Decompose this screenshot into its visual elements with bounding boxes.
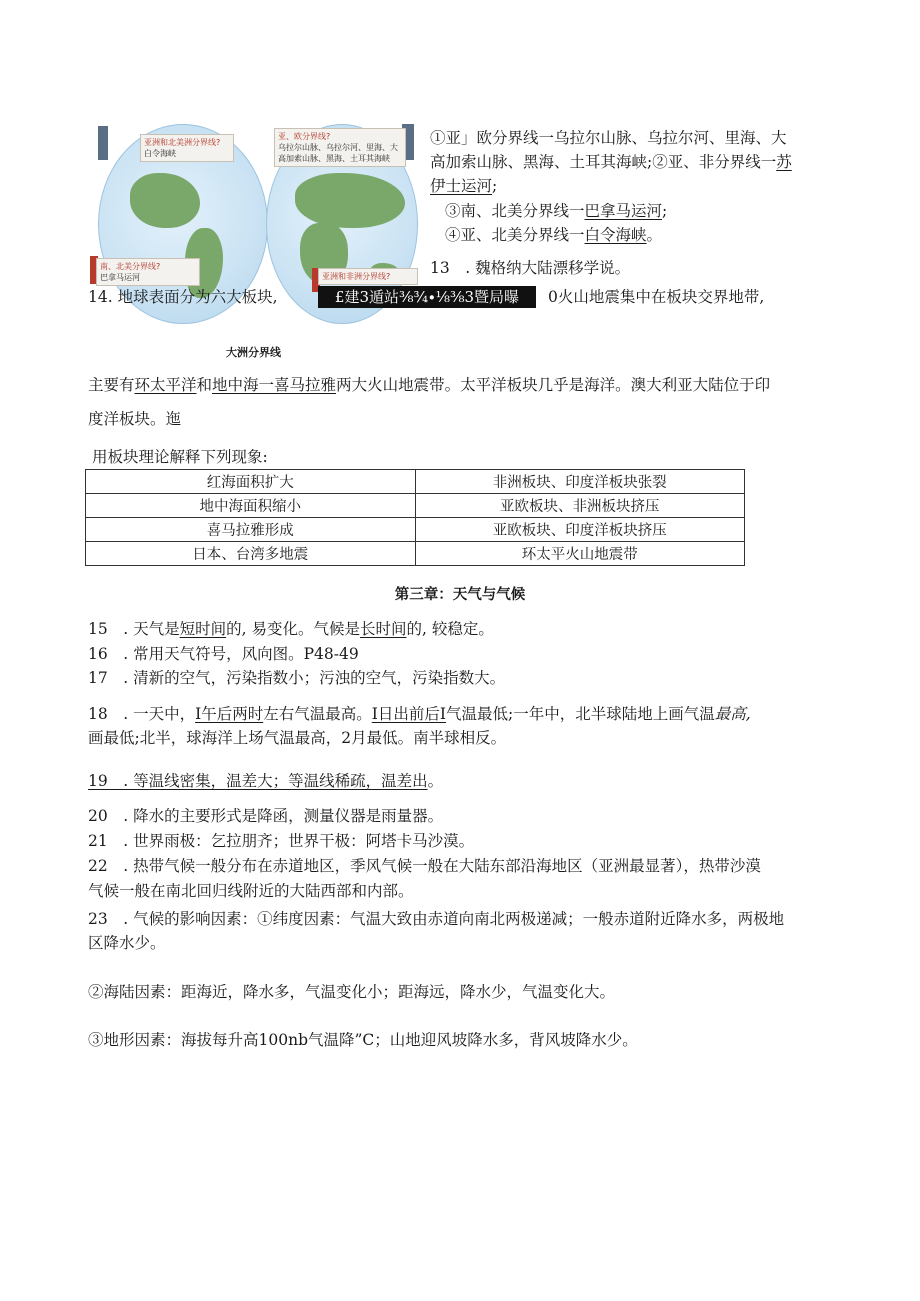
item-14-line-2-c: 和 [196,376,213,394]
afternoon-two: I午后两时 [195,705,264,723]
boundary-line-4 [445,200,667,222]
suez-part-2: 伊士运河 [430,177,493,195]
item-14-line-3: 度洋板块。迤 [88,410,182,428]
map-caption: 大洲分界线 [226,346,281,359]
item-22-line-2: 气候一般在南北回归线附近的大陆西部和内部。 [88,882,414,900]
plate-theory-table [85,469,745,566]
table-row [86,542,745,566]
callout-4-title: 亚洲和非洲分界线? [322,272,391,281]
callout-3-title: 南、北美分界线? [100,262,161,271]
item-18-a: 18 . 一天中， [88,705,196,723]
phenomenon-cell: 日本、台湾多地震 [86,542,416,566]
item-18-line-2: 画最低;北半，球海洋上场气温最高，2月最低。南半球相反。 [88,729,507,747]
around-sunrise: I日出前后I [371,705,446,723]
item-18-c: 左右气温最高。 [263,705,372,723]
plate-table-body [86,470,745,566]
isotherm-text: 19 . 等温线密集，温差大；等温线稀疏，温差出 [88,772,428,790]
boundary-line-5-end: 。 [646,226,663,244]
mediterranean-himalaya-belt: 地中海一喜马拉雅 [212,376,337,394]
item-19 [88,770,443,792]
item-15-c: 的, 易变化。气候是 [226,620,360,638]
phenomenon-cell: 红海面积扩大 [86,470,416,494]
item-22: 22 . 热带气候一般分布在赤道地区，季风气候一般在大陆东部沿海地区（亚洲最显著），热带沙漠 [88,857,761,875]
redacted-text-box: £建3遁站⅜¾∙⅛⅜3暨局曝 [318,286,536,308]
long-time: 长时间 [359,620,407,638]
phenomenon-cell: 喜马拉雅形成 [86,518,416,542]
explanation-cell: 环太平火山地震带 [415,542,745,566]
item-18-f: 最高, [714,705,751,723]
item-23: 23 . 气候的影响因素：①纬度因素：气温大致由赤道向南北两极递减；一般赤道附近降水多，两极地 [88,910,785,928]
panama-canal: 巴拿马运河 [584,202,663,220]
item-14-line-2 [88,374,770,396]
boundary-line-2-text: 高加索山脉、黑海、土耳其海峡;②亚、非分界线一 [430,153,777,171]
explanation-cell: 非洲板块、印度洋板块张裂 [415,470,745,494]
callout-asia-africa [318,268,418,285]
callout-2-title: 亚、欧分界线? [278,132,331,141]
callout-south-north-america [96,258,200,286]
boundary-line-3-end: ; [492,177,498,195]
item-15-e: 的, 较稳定。 [406,620,494,638]
boundary-line-5 [445,224,662,246]
boundary-line-5-text: ④亚、北美分界线一 [445,226,585,244]
table-row [86,470,745,494]
chapter-title: 第三章：天气与气候 [394,587,526,603]
short-time: 短时间 [179,620,227,638]
explanation-cell: 亚欧板块、印度洋板块挤压 [415,518,745,542]
callout-asia-north-america [140,134,234,162]
item-19-end: 。 [427,772,444,790]
table-row [86,518,745,542]
item-13: 13 . 魏格纳大陆漂移学说。 [430,259,631,277]
item-23-line-4: ③地形因素：海拔每升高100nb气温降”C；山地迎风坡降水多，背风坡降水少。 [88,1031,638,1049]
boundary-line-2 [430,151,792,173]
phenomenon-cell: 地中海面积缩小 [86,494,416,518]
circum-pacific-belt: 环太平洋 [134,376,197,394]
item-23-line-3: ②海陆因素：距海近，降水多，气温变化小；距海远，降水少，气温变化大。 [88,983,616,1001]
callout-3-text: 巴拿马运河 [100,273,140,282]
item-18-e: 气温最低;一年中，北半球陆地上画气温 [445,705,715,723]
item-20: 20 . 降水的主要形式是降函，测量仪器是雨量器。 [88,807,444,825]
boundary-line-4-text: ③南、北美分界线一 [445,202,585,220]
callout-1-text: 白令海峡 [144,149,176,158]
callout-1-tab [98,126,108,160]
item-14-prefix: 14. 地球表面分为六大板块, [88,288,278,306]
item-18 [88,703,751,725]
item-14-line-2-a: 主要有 [88,376,135,394]
callout-asia-europe [274,128,406,167]
explanation-cell: 亚欧板块、非洲板块挤压 [415,494,745,518]
item-15 [88,618,494,640]
suez-part-1: 苏 [776,153,792,171]
item-23-line-2: 区降水少。 [88,934,166,952]
boundary-line-1-text: ①亚」欧分界线一乌拉尔山脉、乌拉尔河、里海、大 [430,129,787,147]
callout-1-title: 亚洲和北美洲分界线? [144,138,221,147]
boundary-line-4-end: ; [662,202,668,220]
item-17: 17 . 清新的空气，污染指数小；污浊的空气，污染指数大。 [88,669,506,687]
boundary-line-3 [430,175,497,197]
item-21: 21 . 世界雨极：乞拉朋齐；世界干极：阿塔卡马沙漠。 [88,832,475,850]
table-row [86,494,745,518]
callout-2-text: 乌拉尔山脉、乌拉尔河、里海、大高加索山脉、黑海、土耳其海峡 [278,143,398,163]
item-16: 16 . 常用天气符号，风向图。P48-49 [88,645,359,663]
boundary-line-1 [430,127,787,149]
bering-strait: 白令海峡 [584,226,647,244]
item-15-a: 15 . 天气是 [88,620,180,638]
item-14-line-2-e: 两大火山地震带。太平洋板块几乎是海洋。澳大利亚大陆位于印 [336,376,771,394]
item-14-suffix: 0火山地震集中在板块交界地带, [548,288,765,306]
table-intro: 用板块理论解释下列现象: [92,448,268,466]
